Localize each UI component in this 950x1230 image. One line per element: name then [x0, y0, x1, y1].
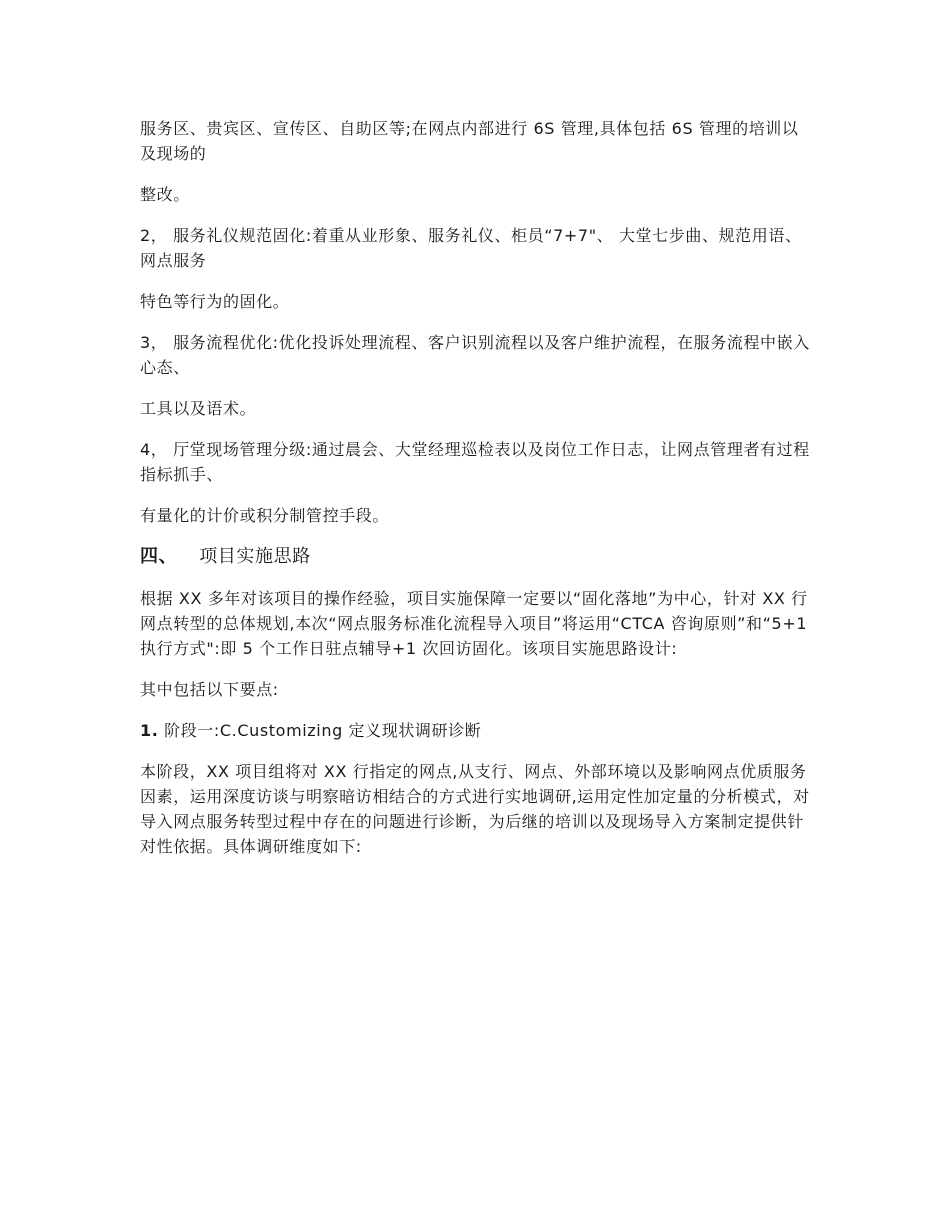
- paragraph-hall-management: 4， 厅堂现场管理分级:通过晨会、大堂经理巡检表以及岗位工作日志，让网点管理者有过程指标抓手、: [140, 440, 810, 484]
- stage-heading: [140, 718, 812, 743]
- paragraph-process-cont: 工具以及语术。: [140, 399, 257, 418]
- paragraph-implementation: 根据 XX 多年对该项目的操作经验，项目实施保障一定要以“固化落地”为中心，针对 XX 行网点转型的总体规划,本次“网点服务标准化流程导入项目”将运用“CTCA 咨询原则”和“5+1 执行方式":即 5 个工作日驻点辅导+1 次回访固化。该项目实施思路设计:: [140, 589, 813, 658]
- section-number: 四、: [140, 546, 178, 567]
- section-title: 项目实施思路: [199, 546, 311, 567]
- paragraph-rectification: 整改。: [140, 185, 190, 204]
- paragraph-service-areas: 服务区、贵宾区、宣传区、自助区等;在网点内部进行 6S 管理,具体包括 6S 管理的培训以及现场的: [140, 119, 799, 163]
- document-page: [140, 116, 812, 875]
- paragraph-hall-management-cont: 有量化的计价或积分制管控手段。: [140, 506, 390, 525]
- paragraph-key-points: 其中包括以下要点:: [140, 680, 279, 699]
- section-heading: [140, 544, 812, 570]
- paragraph-stage-description: 本阶段，XX 项目组将对 XX 行指定的网点,从支行、网点、外部环境以及影响网点优质服务因素，运用深度访谈与明察暗访相结合的方式进行实地调研,运用定性加定量的分析模式，对导入网点服务转型过程中存在的问题进行诊断，为后继的培训以及现场导入方案制定提供针对性依据。具体调研维度如下:: [140, 762, 810, 856]
- stage-number: 1.: [140, 721, 159, 740]
- paragraph-etiquette: 2， 服务礼仪规范固化:着重从业形象、服务礼仪、柜员“7+7"、 大堂七步曲、规范用语、网点服务: [140, 226, 802, 270]
- paragraph-etiquette-cont: 特色等行为的固化。: [140, 292, 290, 311]
- stage-title: 阶段一:C.Customizing 定义现状调研诊断: [158, 721, 482, 740]
- paragraph-process: 3， 服务流程优化:优化投诉处理流程、客户识别流程以及客户维护流程，在服务流程中嵌入心态、: [140, 333, 810, 377]
